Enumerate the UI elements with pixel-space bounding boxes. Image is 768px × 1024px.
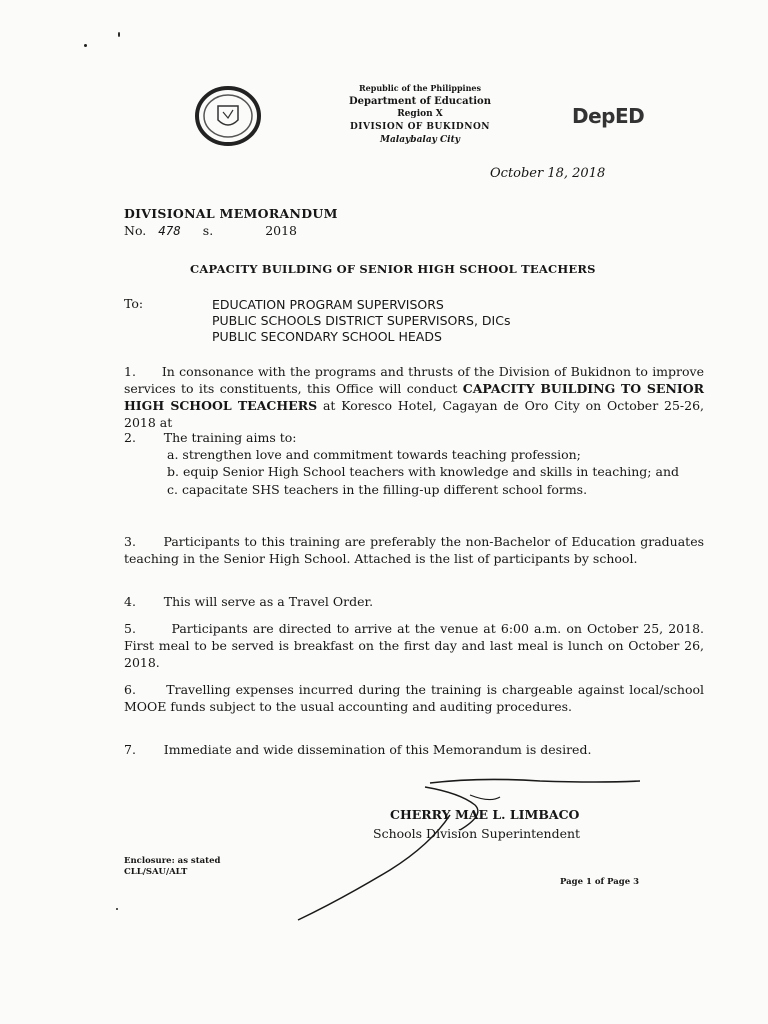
memo-subject: CAPACITY BUILDING OF SENIOR HIGH SCHOOL TEACHERS bbox=[190, 262, 596, 276]
paragraph-5 bbox=[124, 620, 704, 671]
letterhead bbox=[330, 82, 510, 147]
enclosure-label: Enclosure: as stated bbox=[124, 856, 221, 866]
signatory-name: CHERRY MAE L. LIMBACO bbox=[390, 807, 580, 822]
paragraph-text: This will serve as a Travel Order. bbox=[163, 594, 374, 609]
republic-line: Republic of the Philippines bbox=[358, 83, 481, 93]
recipient: PUBLIC SECONDARY SCHOOL HEADS bbox=[212, 329, 442, 344]
event-name: CAPACITY BUILDING TO SENIOR HIGH SCHOOL TEACHERS bbox=[124, 381, 704, 413]
enclosure-note bbox=[124, 856, 220, 878]
recipient: EDUCATION PROGRAM SUPERVISORS bbox=[212, 297, 444, 312]
paragraph-number: 7. bbox=[124, 742, 136, 757]
signatory-title: Schools Division Superintendent bbox=[373, 826, 581, 841]
paragraph-number: 5. bbox=[124, 621, 136, 636]
recipient-list bbox=[212, 297, 510, 345]
scan-speck bbox=[116, 908, 118, 910]
memo-title: DIVISIONAL MEMORANDUM bbox=[124, 206, 338, 221]
paragraph-4 bbox=[124, 593, 704, 610]
memo-date: October 18, 2018 bbox=[490, 166, 606, 181]
paragraph-3 bbox=[124, 533, 704, 567]
paragraph-number: 2. bbox=[124, 430, 136, 445]
city-line: Malaybalay City bbox=[380, 135, 460, 145]
aim-item: b. equip Senior High School teachers with knowledge and skills in teaching; and bbox=[167, 464, 679, 479]
number-label: No. bbox=[124, 223, 147, 238]
paragraph-number: 6. bbox=[124, 682, 136, 697]
paragraph-text: Immediate and wide dissemination of this Memorandum is desired. bbox=[163, 742, 592, 757]
memo-number-line bbox=[124, 223, 297, 238]
scan-speck bbox=[118, 32, 120, 37]
paragraph-2 bbox=[124, 429, 704, 498]
paragraph-text: Participants are directed to arrive at the venue at 6:00 a.m. on October 25, 2018. First meal to be served is breakfast on the first day and last meal is lunch on October 26, 2018. bbox=[124, 621, 704, 670]
paragraph-text: The training aims to: bbox=[163, 430, 297, 445]
reference-initials: CLL/SAU/ALT bbox=[124, 867, 188, 877]
paragraph-6 bbox=[124, 681, 704, 715]
to-label: To: bbox=[124, 296, 144, 311]
memo-year: 2018 bbox=[265, 223, 297, 238]
memo-number: 478 bbox=[158, 223, 181, 238]
scan-speck bbox=[84, 44, 87, 47]
page-number: Page 1 of Page 3 bbox=[560, 877, 640, 887]
aim-item: c. capacitate SHS teachers in the filling-up different school forms. bbox=[167, 482, 588, 497]
recipient: PUBLIC SCHOOLS DISTRICT SUPERVISORS, DICs bbox=[212, 313, 511, 328]
deped-seal-icon bbox=[195, 86, 261, 146]
aim-item: a. strengthen love and commitment towards teaching profession; bbox=[167, 447, 581, 462]
paragraph-1 bbox=[124, 363, 704, 431]
deped-logo: DepED bbox=[572, 104, 645, 128]
paragraph-number: 3. bbox=[124, 534, 136, 549]
paragraph-text: at Koresco Hotel, Cagayan de Oro City on October 25-26, 2018 at bbox=[124, 398, 705, 430]
paragraph-text: In consonance with the programs and thrusts of the Division of Bukidnon to improve services to its constituents, this Office will conduct bbox=[124, 364, 705, 396]
division-line: DIVISION OF BUKIDNON bbox=[349, 122, 491, 132]
paragraph-text: Travelling expenses incurred during the training is chargeable against local/school MOOE funds subject to the usual accounting and auditing procedures. bbox=[124, 682, 705, 714]
handwritten-signature bbox=[290, 775, 650, 925]
paragraph-number: 1. bbox=[124, 364, 136, 379]
paragraph-text: Participants to this training are preferably the non-Bachelor of Education graduates teaching in the Senior High School. Attached is the list of participants by school. bbox=[124, 534, 705, 566]
paragraph-number: 4. bbox=[124, 594, 136, 609]
paragraph-7 bbox=[124, 741, 704, 758]
series-label: s. bbox=[202, 223, 214, 238]
department-line: Department of Education bbox=[349, 96, 491, 107]
region-line: Region X bbox=[397, 109, 443, 119]
